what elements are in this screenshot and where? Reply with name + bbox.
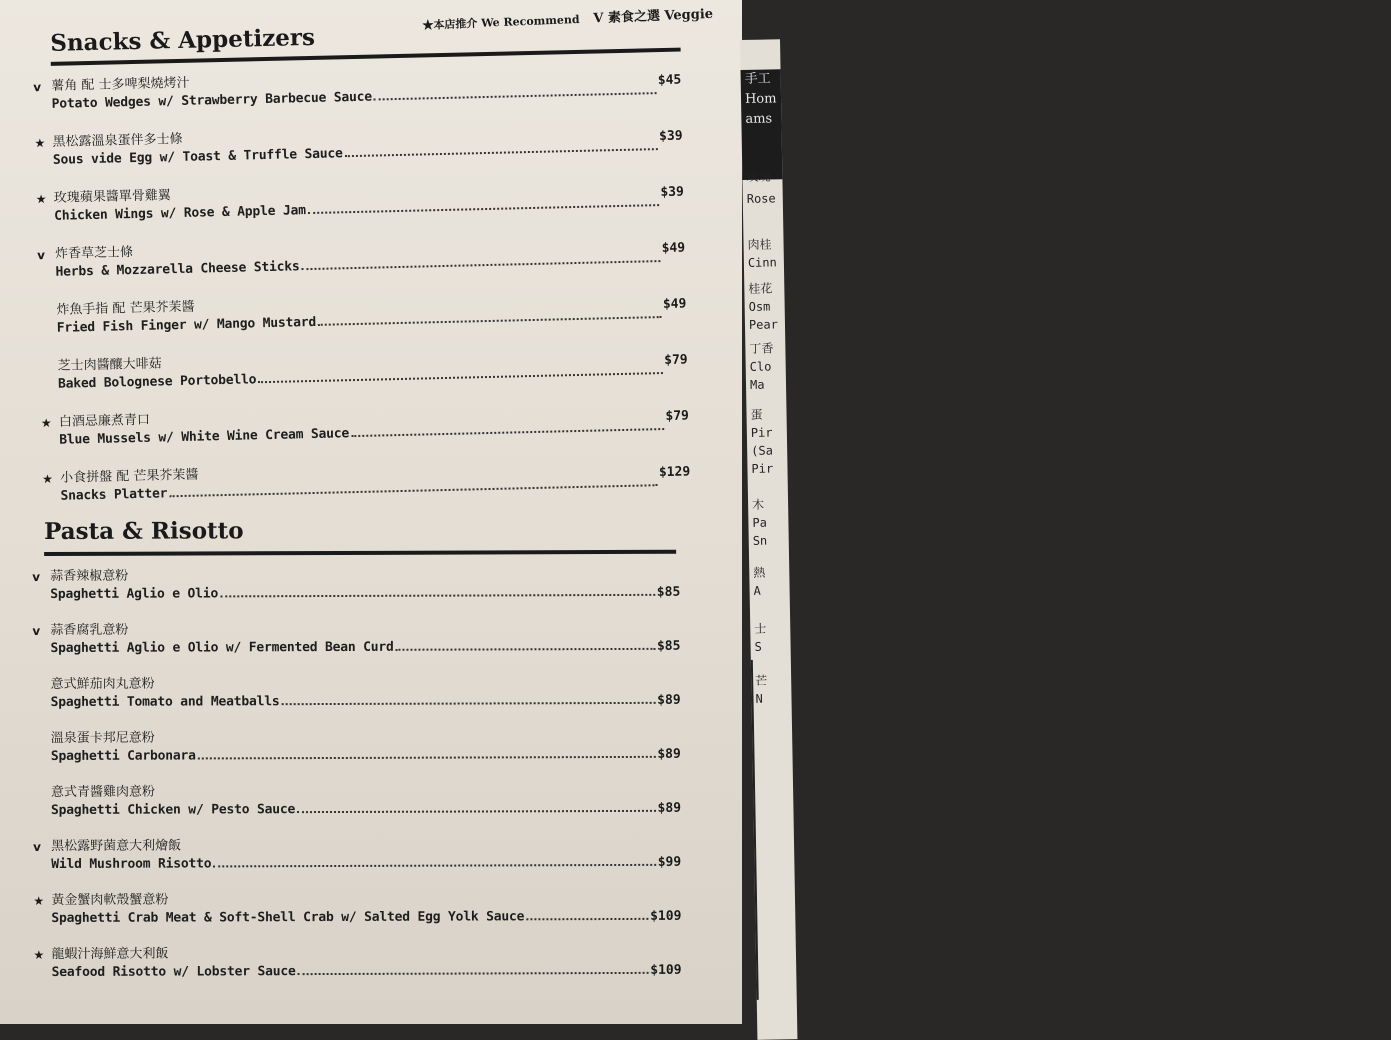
recommend-star-icon: ★	[33, 948, 45, 963]
item-name-row	[51, 855, 681, 872]
menu-item	[32, 620, 681, 656]
adjacent-header-bar	[741, 69, 783, 180]
menu-item	[56, 288, 687, 336]
item-chinese-name: 白酒忌廉煮青口	[58, 412, 151, 430]
adjacent-fragment-text: Pear	[748, 317, 778, 332]
item-name-row	[51, 909, 681, 926]
section-rule	[44, 550, 676, 556]
item-english-name: Wild Mushroom Risotto	[51, 856, 212, 872]
adjacent-rule	[751, 660, 759, 1000]
item-english-name: Spaghetti Aglio e Olio	[50, 586, 219, 602]
menu-item	[32, 566, 681, 602]
item-english-name: Herbs & Mozzarella Cheese Sticks	[55, 259, 300, 280]
adjacent-fragment-text: 玫瑰	[746, 169, 771, 184]
adjacent-fragment-text: Pir	[751, 461, 774, 476]
adjacent-fragment-text: N	[755, 691, 763, 706]
item-name-row	[50, 585, 680, 602]
item-english-name: Seafood Risotto w/ Lobster Sauce	[51, 964, 296, 980]
item-chinese-name: 蒜香辣椒意粉	[50, 568, 129, 584]
dot-leader	[220, 593, 655, 598]
item-name-row	[51, 801, 681, 818]
adjacent-fragment-text: Cinn	[747, 255, 777, 270]
adjacent-fragment-text: Sn	[752, 533, 768, 548]
dot-leader	[302, 259, 660, 270]
adjacent-fragment-text: (Sa	[751, 443, 773, 458]
adjacent-fragment-text: Rose	[746, 191, 776, 206]
item-price: $99	[657, 854, 682, 870]
dot-leader	[169, 483, 657, 497]
dot-leader	[308, 203, 659, 214]
adjacent-fragment-text: 丁香	[749, 341, 774, 356]
item-english-name: Potato Wedges w/ Strawberry Barbecue Sauce	[51, 89, 373, 112]
item-price: $39	[660, 184, 685, 201]
dot-leader	[318, 315, 661, 326]
veggie-v-icon: v	[33, 80, 42, 95]
item-price: $39	[658, 128, 683, 145]
adjacent-fragment-text: Clo	[749, 359, 772, 374]
adjacent-fragment-text: A	[753, 583, 761, 598]
adjacent-fragment-text: Osm	[748, 299, 771, 314]
item-english-name: Spaghetti Tomato and Meatballs	[50, 694, 280, 710]
menu-item	[42, 455, 691, 504]
adjacent-fragment-text: 士	[754, 621, 767, 636]
item-price: $109	[650, 908, 682, 924]
adjacent-fragment-text: 肉桂	[747, 237, 772, 252]
adjacent-menu-page	[740, 39, 797, 1040]
veggie-v-icon: v	[33, 840, 42, 855]
item-price: $79	[664, 352, 688, 369]
recommend-star-icon: ★	[42, 471, 54, 487]
menu-item	[33, 890, 682, 926]
item-chinese-name: 黑松露溫泉蛋伴多士條	[52, 131, 183, 150]
menu-item	[33, 836, 682, 872]
item-english-name: Chicken Wings w/ Rose & Apple Jam	[54, 203, 307, 224]
item-chinese-name: 玫瑰蘋果醬單骨雞翼	[53, 188, 171, 206]
item-english-name: Baked Bolognese Portobello	[57, 372, 257, 392]
menu-item	[34, 120, 683, 168]
adjacent-fragment-text: Ma	[749, 377, 765, 392]
item-english-name: Snacks Platter	[60, 486, 168, 504]
item-name-row	[52, 963, 682, 980]
item-price: $45	[657, 72, 682, 89]
menu-item	[40, 399, 690, 448]
menu-item	[51, 728, 681, 764]
item-price: $49	[662, 296, 687, 313]
item-price: $109	[650, 962, 682, 978]
item-chinese-name: 炸魚手指 配 芒果芥茉醬	[56, 299, 195, 318]
recommend-star-icon: ★	[33, 894, 45, 909]
item-chinese-name: 意式青醬雞肉意粉	[50, 784, 155, 800]
legend-veggie: V 素食之選 Veggie	[593, 6, 714, 27]
item-chinese-name: 薯角 配 士多啤梨燒烤汁	[51, 75, 190, 94]
item-chinese-name: 黑松露野菌意大利燴飯	[51, 838, 182, 854]
veggie-v-icon: v	[36, 248, 46, 263]
dot-leader	[297, 809, 655, 813]
item-chinese-name: 炸香草芝士條	[54, 245, 134, 262]
item-english-name: Spaghetti Crab Meat & Soft-Shell Crab w/ Salted Egg Yolk Sauce	[51, 909, 525, 926]
adjacent-fragment-text: 芒	[755, 673, 768, 688]
dot-leader	[258, 371, 662, 383]
dot-leader	[213, 863, 655, 868]
adjacent-fragment-text: S	[754, 639, 762, 654]
item-name-row	[51, 693, 681, 710]
item-price: $89	[657, 800, 682, 816]
item-price: $85	[656, 638, 681, 654]
item-price: $49	[661, 240, 686, 257]
item-english-name: Spaghetti Carbonara	[50, 748, 196, 764]
section-title-pasta: Pasta & Risotto	[44, 517, 244, 545]
veggie-v-icon: v	[32, 570, 41, 585]
adjacent-header-line: ams	[745, 111, 773, 127]
menu-item	[51, 674, 681, 710]
item-chinese-name: 蒜香腐乳意粉	[50, 622, 129, 638]
adjacent-fragment-text: Pa	[752, 515, 768, 530]
legend-recommend: ★本店推介 We Recommend	[422, 12, 580, 32]
menu-item	[57, 343, 688, 391]
item-chinese-name: 芝士肉醬釀大啡菇	[57, 356, 162, 374]
adjacent-fragment-text: Pir	[750, 425, 773, 440]
adjacent-fragment-text: 木	[751, 497, 765, 512]
item-english-name: Sous vide Egg w/ Toast & Truffle Sauce	[52, 146, 343, 168]
menu-legend	[422, 3, 713, 33]
recommend-star-icon: ★	[40, 415, 52, 431]
item-price: $89	[657, 692, 681, 708]
item-english-name: Fried Fish Finger w/ Mango Mustard	[56, 314, 317, 336]
item-chinese-name: 溫泉蛋卡邦尼意粉	[50, 730, 155, 746]
recommend-star-icon: ★	[34, 136, 46, 151]
dot-leader	[298, 971, 649, 975]
item-chinese-name: 小食拼盤 配 芒果芥茉醬	[60, 467, 199, 486]
dot-leader	[345, 147, 658, 157]
item-english-name: Blue Mussels w/ White Wine Cream Sauce	[59, 426, 350, 448]
dot-leader	[351, 427, 664, 437]
item-english-name: Spaghetti Aglio e Olio w/ Fermented Bean Curd	[50, 639, 394, 656]
dot-leader	[198, 755, 656, 760]
menu-item	[36, 232, 686, 280]
item-chinese-name: 黃金蟹肉軟殼蟹意粉	[51, 892, 169, 908]
adjacent-header-line: Hom	[744, 91, 777, 107]
item-chinese-name: 意式鮮茄肉丸意粉	[50, 676, 155, 692]
dot-leader	[374, 91, 656, 100]
pasta-section	[32, 516, 682, 980]
item-english-name: Spaghetti Chicken w/ Pesto Sauce	[50, 802, 296, 818]
item-chinese-name: 龍蝦汁海鮮意大利飯	[51, 946, 169, 962]
adjacent-header-line: 手工	[744, 71, 771, 87]
item-price: $89	[657, 746, 681, 762]
menu-item	[51, 782, 681, 818]
item-price: $79	[665, 408, 690, 424]
menu-item	[33, 944, 682, 980]
dot-leader	[396, 647, 655, 651]
item-name-row	[50, 639, 680, 656]
section-title-snacks: Snacks & Appetizers	[49, 23, 316, 57]
item-name-row	[51, 747, 681, 764]
adjacent-fragment-text: 熱	[753, 565, 766, 580]
adjacent-fragment-text: 桂花	[748, 281, 773, 296]
veggie-v-icon: v	[32, 624, 41, 639]
item-price: $85	[656, 584, 681, 600]
menu-item	[33, 64, 682, 112]
dot-leader	[526, 917, 648, 920]
dot-leader	[281, 701, 655, 705]
menu-item	[35, 176, 685, 224]
item-price: $129	[658, 464, 691, 481]
recommend-star-icon: ★	[35, 191, 47, 207]
adjacent-fragment-text: 蛋	[750, 407, 763, 422]
